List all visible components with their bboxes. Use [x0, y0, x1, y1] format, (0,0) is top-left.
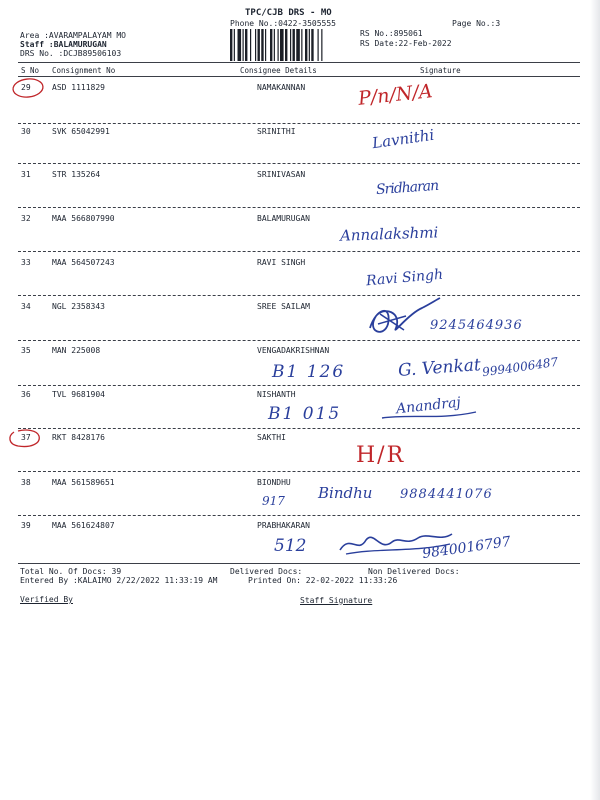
handwritten-signature: Annalakshmi [339, 223, 439, 245]
row-divider [18, 428, 580, 429]
row-consignee: PRABHAKARAN [257, 521, 310, 530]
handwritten-signature: Ravi Singh [365, 266, 444, 290]
report-title: TPC/CJB DRS - MO [245, 8, 332, 18]
handwritten-signature: Anandraj [395, 394, 462, 418]
row-divider [18, 123, 580, 124]
col-consignee: Consignee Details [240, 66, 317, 75]
handwritten-door-number: B1 126 [272, 362, 346, 382]
row-sno: 39 [21, 521, 31, 530]
row-divider [18, 385, 580, 386]
handwritten-phone: 9840016797 [421, 533, 512, 563]
row-consignee: NAMAKANNAN [257, 83, 306, 92]
printed-on: Printed On: 22-02-2022 11:33:26 [248, 576, 398, 585]
row-consignee: NISHANTH [257, 390, 296, 399]
row-consignment: MAN 225008 [52, 346, 101, 355]
row-consignment: RKT 8428176 [52, 433, 105, 442]
row-divider [18, 515, 580, 516]
row-consignment: TVL 9681904 [52, 390, 105, 399]
red-circle-mark [6, 426, 44, 450]
row-sno: 29 [21, 83, 31, 92]
page-number: Page No.:3 [452, 19, 501, 28]
row-consignment: MAA 561589651 [52, 478, 115, 487]
handwritten-phone: 9994006487 [481, 354, 559, 380]
row-consignee: SRINITHI [257, 127, 296, 136]
row-divider [18, 471, 580, 472]
table-bottom-divider [18, 563, 580, 564]
total-docs: Total No. Of Docs: 39 [20, 567, 122, 576]
row-consignee: SAKTHI [257, 433, 286, 442]
row-consignment: ASD 1111829 [52, 83, 105, 92]
verified-by-label: Verified By [20, 595, 73, 604]
row-consignment: MAA 561624807 [52, 521, 115, 530]
row-consignee: RAVI SINGH [257, 258, 306, 267]
row-sno: 36 [21, 390, 31, 399]
area-label: Area :AVARAMPALAYAM MO [20, 31, 126, 40]
row-consignment: NGL 2358343 [52, 302, 105, 311]
row-divider [18, 251, 580, 252]
handwritten-signature: G. Venkat [397, 355, 482, 381]
row-sno: 38 [21, 478, 31, 487]
handwritten-door-number: B1 015 [268, 404, 342, 424]
row-consignment: MAA 566807990 [52, 214, 115, 223]
col-consignment: Consignment No [52, 66, 116, 75]
phone-number: Phone No.:0422-3505555 [230, 19, 336, 28]
column-divider [18, 76, 580, 77]
handwritten-signature: H/R [356, 443, 406, 468]
row-consignment: MAA 564507243 [52, 258, 115, 267]
handwritten-phone: 9245464936 [430, 318, 523, 333]
row-consignment: SVK 65042991 [52, 127, 110, 136]
handwritten-door-number: 917 [262, 494, 285, 508]
row-consignee: VENGADAKRISHNAN [257, 346, 330, 355]
row-consignee: BIONDHU [257, 478, 291, 487]
row-sno: 37 [21, 433, 31, 442]
row-consignee: SREE SAILAM [257, 302, 310, 311]
red-circle-mark [10, 76, 46, 100]
row-divider [18, 163, 580, 164]
handwritten-phone: 9884441076 [400, 487, 493, 502]
drs-number: DRS No. :DCJB89506103 [20, 49, 122, 58]
row-consignee: BALAMURUGAN [257, 214, 310, 223]
row-sno: 32 [21, 214, 31, 223]
handwritten-signature: Sridharan [375, 177, 439, 199]
delivered-docs: Delivered Docs: [230, 567, 303, 576]
staff-signature-label: Staff Signature [300, 596, 373, 605]
row-sno: 35 [21, 346, 31, 355]
row-divider [18, 340, 580, 341]
staff-label: Staff :BALAMURUGAN [20, 40, 107, 49]
col-signature: Signature [420, 66, 461, 75]
header-divider [18, 62, 580, 63]
rs-number: RS No.:895061 [360, 29, 423, 38]
col-sno: S No [21, 66, 40, 75]
signature-underline [380, 410, 480, 422]
handwritten-signature: P/n/N/A [357, 80, 434, 110]
rs-date: RS Date:22-Feb-2022 [360, 39, 452, 48]
row-sno: 30 [21, 127, 31, 136]
non-delivered-docs: Non Delivered Docs: [368, 567, 460, 576]
row-sno: 33 [21, 258, 31, 267]
handwritten-signature: Lavnithi [371, 125, 436, 153]
scan-edge-shadow [590, 0, 600, 800]
row-consignment: STR 135264 [52, 170, 101, 179]
row-sno: 34 [21, 302, 31, 311]
handwritten-signature: Bindhu [318, 484, 373, 502]
row-sno: 31 [21, 170, 31, 179]
row-divider [18, 207, 580, 208]
barcode [230, 29, 354, 61]
row-consignee: SRINIVASAN [257, 170, 306, 179]
entered-by: Entered By :KALAIMO 2/22/2022 11:33:19 AM [20, 576, 218, 585]
handwritten-door-number: 512 [274, 536, 307, 556]
row-divider [18, 295, 580, 296]
